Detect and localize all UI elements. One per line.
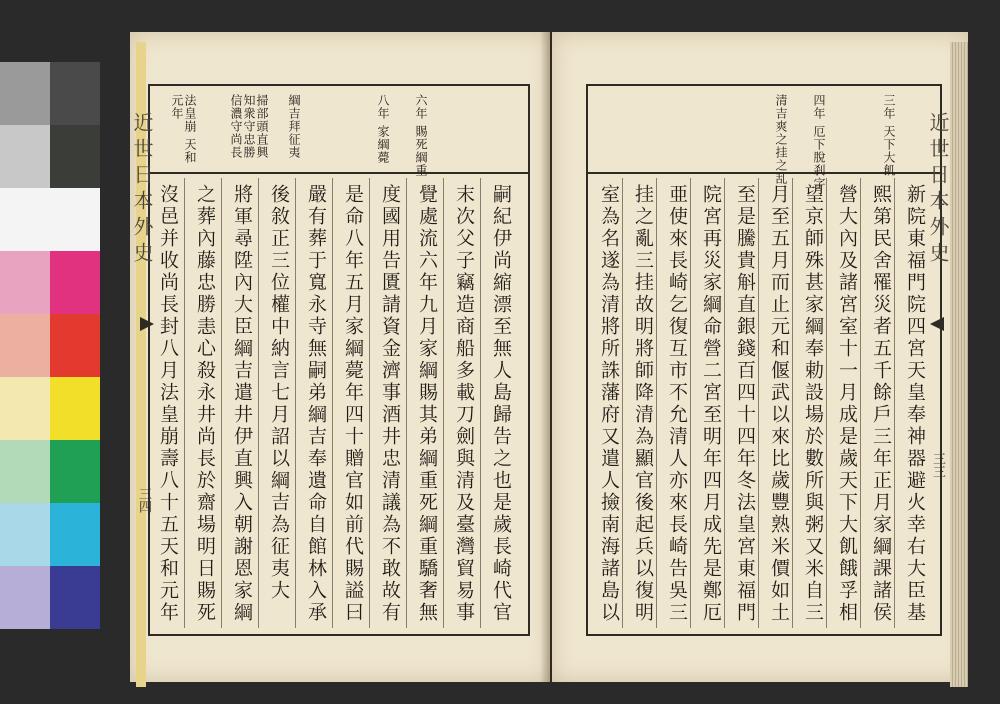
annotation: 法皇崩 天和元年 [170,94,197,164]
white-patch [50,188,100,251]
pink-patch [0,251,50,314]
text-column: 望京師殊甚家綱奉勅設場於數所與粥又米自三 [802,184,824,624]
column-rule [480,178,481,628]
annotation: 八年 家綱薨 [376,94,390,164]
red-patch [50,314,100,377]
text-column: 度國用告匱請資金濟事酒井忠清議為不敢故有 [379,184,401,624]
text-column: 是命八年五月家綱薨年四十贈官如前代賜謚曰 [342,184,364,624]
text-column: 之葬內藤忠勝恚心殺永井尚長於齋場明日賜死 [194,184,216,624]
annotation: 六年 賜死綱重 [414,94,428,177]
right-page [552,32,968,682]
text-column: 月至五月而止元和偃武以來比歲豐熟米價如土 [768,184,790,624]
column-rule [860,178,861,628]
mint-patch [0,440,50,503]
text-column: 挂之亂三挂故明將師降清為顯官後起兵以復明 [632,184,654,624]
lavender-patch [0,566,50,629]
margin-title: 近世日本外史 [130,112,154,268]
cyan-patch [50,503,100,566]
text-column: 亜使來長崎乞復互市不允清人亦來長崎告吳三 [666,184,688,624]
column-rule [443,178,444,628]
magenta-patch [50,251,100,314]
white-patch [0,188,50,251]
text-column: 後敘正三位權中納言七月詔以綱吉為征夷大 [268,184,290,602]
color-calibration-card [0,62,100,630]
green-patch [50,440,100,503]
column-rule [894,178,895,628]
light-gray-patch [0,125,50,188]
folio-number: 三三 [930,452,945,478]
column-rule [184,178,185,628]
text-column: 營大內及諸宮室十一月成是歲天下大飢餓孚相 [836,184,858,624]
text-column: 覺處流六年九月家綱賜其弟綱重死綱重驕奢無 [416,184,438,624]
column-rule [622,178,623,628]
dark-gray-patch [50,62,100,125]
annotation: 掃部頭直興 知衆守忠勝 信濃守尚長 [229,94,269,159]
column-rule [690,178,691,628]
yellow-patch [50,377,100,440]
column-rule [792,178,793,628]
column-rule [369,178,370,628]
open-book [130,24,970,696]
column-rule [258,178,259,628]
salmon-patch [0,314,50,377]
text-column: 嗣紀伊尚縮漂至無人島歸告之也是歲長崎代官 [490,184,512,624]
column-rule [724,178,725,628]
left-page [130,32,550,682]
column-rule [221,178,222,628]
gray-patch [0,62,50,125]
text-column: 新院東福門院四宮天皇奉神器避火幸右大臣基 [904,184,926,624]
light-cyan-patch [0,503,50,566]
column-rule [758,178,759,628]
column-rule [295,178,296,628]
text-column: 沒邑并收尚長封八月法皇崩壽八十五天和元年 [157,184,179,624]
folio-number: 三四 [136,487,151,513]
text-column: 室為名遂為清將所誅藩府又遣人撿南海諸島以 [598,184,620,624]
annotation: 清吉爽之挂之乱 [774,94,788,185]
annotation: 綱吉拜征夷 [287,94,301,159]
charcoal-patch [50,125,100,188]
text-column: 嚴有葬于寬永寺無嗣弟綱吉奉遺命自館林入承 [305,184,327,624]
blue-patch [50,566,100,629]
column-rule [826,178,827,628]
annotation: 四年 厄下脫刹字 [812,94,826,190]
annotation: 三年 天下大飢 [882,94,896,177]
text-column: 院宮再災家綱命營二宮至明年四月成先是鄭厄 [700,184,722,624]
cream-patch [0,377,50,440]
column-rule [406,178,407,628]
header-divider [148,172,528,174]
text-column: 末次父子竊造商船多載刀劍與清及臺灣貿易事 [453,184,475,624]
text-column: 將軍尋陞內大臣綱吉遣井伊直興入朝謝恩家綱 [231,184,253,624]
margin-title: 近世日本外史 [926,112,950,268]
column-rule [656,178,657,628]
text-column: 至是騰貴斛直銀錢百四十四年冬法皇宮東福門 [734,184,756,624]
column-rule [332,178,333,628]
text-column: 熙第民舍罹災者五千餘戶三年正月家綱課諸侯 [870,184,892,624]
